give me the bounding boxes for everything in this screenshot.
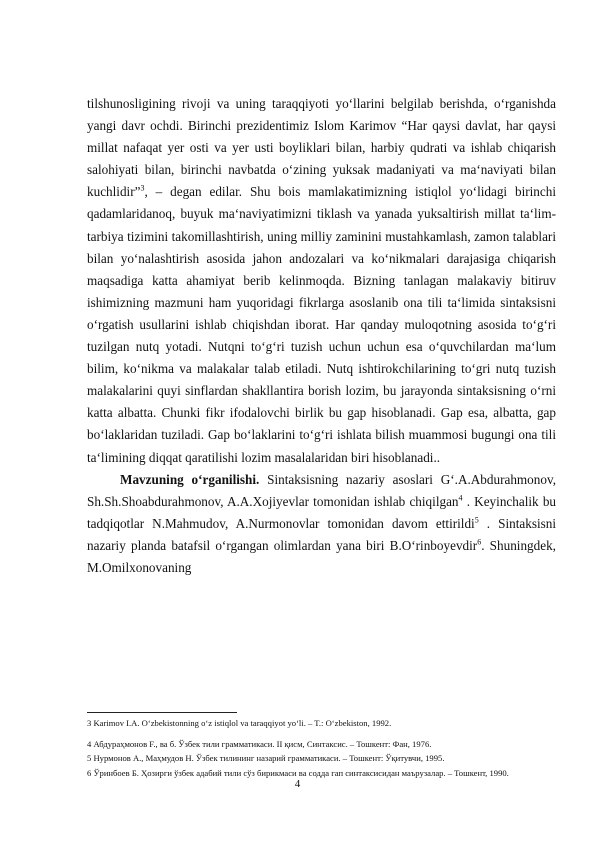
footnotes <box>87 716 557 780</box>
paragraph-2-text-c: . Sintaksisni nazariy planda batafsil o‘rgangan olimlardan yana biri B.O‘rinboyevdir <box>87 515 557 553</box>
footnote-separator <box>87 712 237 713</box>
paragraph-2 <box>87 469 556 579</box>
footnote-4: 4 Абдураҳмонов F., ва б. Ўзбек тили грамматикаси. II қисм, Синтаксис. – Тошкент: Фан, 1976. <box>87 738 432 749</box>
footnote-5: 5 Нурмонов А., Маҳмудов Н. Ўзбек тилининг назарий грамматикаси. – Тошкент: Ўқитувчи, 1995. <box>87 753 445 763</box>
footnote-ref-5: 5 <box>474 515 479 525</box>
paragraph-1-text-rest: , – degan edilar. Shu bois mamlakatimizning istiqlol yo‘lidagi birinchi qadamlaridanoq, buyuk ma‘naviyatimizni tiklash va yanada yuksaltirish millat ta‘lim-tarbiya tizimini takomillashtirish, uning milliy zaminini mustahkamlash, zamon talablari bilan yo‘nalashtirish asosida jahon andozalari va ko‘nikmalari darajasiga chiqarish maqsadiga katta ahamiyat berib kelinmoqda. Bizning tanlagan malakaviy bitiruv ishimizning mazmuni ham yuqoridagi fikrlarga asoslanib ona tili ta‘limida sintaksisni o‘rgatish usullarini ishlab chiqishdan iborat. Har qanday muloqotning asosida to‘g‘ri tuzilgan nutq yotadi. Nutqni to‘g‘ri tuzish uchun uchun esa o‘quvchilardan ma‘lum bilim, ko‘nikma va malakalar talab etiladi. Nutq ishtirokchilarining to‘gri nutq tuzish malakalarini quyi sinflardan shakllantira borish lozim, bu jarayonda sintaksisning o‘rni katta albatta. Chunki fikr ifodalovchi birlik bu gap hisoblanadi. Gap esa, albatta, gap bo‘laklaridan tuziladi. Gap bo‘laklarini to‘g‘ri ishlata bilish muammosi bugungi ona tili ta‘limining diqqat qaratilishi lozim masalalaridan biri hisoblanadi.. <box>87 184 556 465</box>
paragraph-1-text: tilshunosligining rivoji va uning taraqqiyoti yo‘llarini belgilab berishda, o‘rganishda yangi davr ochdi. Birinchi prezidentimiz Islom Karimov “Har qaysi davlat, har qaysi millat nafaqat yer osti va yer usti boyliklari bilan, harbiy qudrati va ishlab chiqarish salohiyati bilan, birinchi navbatda o‘zining yuksak madaniyati va ma‘naviyati bilan kuchlidir” <box>87 96 556 200</box>
main-text <box>87 93 556 579</box>
page-number: 4 <box>294 778 301 790</box>
paragraph-2-text-a: Sintaksisning nazariy asoslari G‘.A.Abdurahmonov, Sh.Sh.Shoabdurahmonov, A.A.Xojiyevlar tomonidan ishlab chiqilgan <box>87 471 556 509</box>
paragraph-2-text-b: . Keyinchalik bu tadqiqotlar N.Mahmudov, A.Nurmonovlar tomonidan davom ettirildi <box>87 493 557 531</box>
footnote-ref-4: 4 <box>458 493 463 503</box>
footnote-3: 3 Karimov I.A. O‘zbekistonning o‘z istiqlol va taraqqiyot yo‘li. – T.: O‘zbekiston, 1992. <box>87 718 392 728</box>
footnote-6: 6 Ўринбоев Б. Ҳозирги ўзбек адабий тили сўз бирикмаси ва содда гап синтаксисидан маърузалар. – Тошкент, 1990. <box>87 767 509 778</box>
footnote-ref-3: 3 <box>140 183 145 193</box>
paragraph-2-text-d: . Shuningdek, M.Omilxonovaning <box>87 537 556 575</box>
section-heading: Mavzuning o‘rganilishi. <box>120 471 260 487</box>
footnote-ref-6: 6 <box>477 537 482 547</box>
paragraph-1 <box>87 93 556 469</box>
